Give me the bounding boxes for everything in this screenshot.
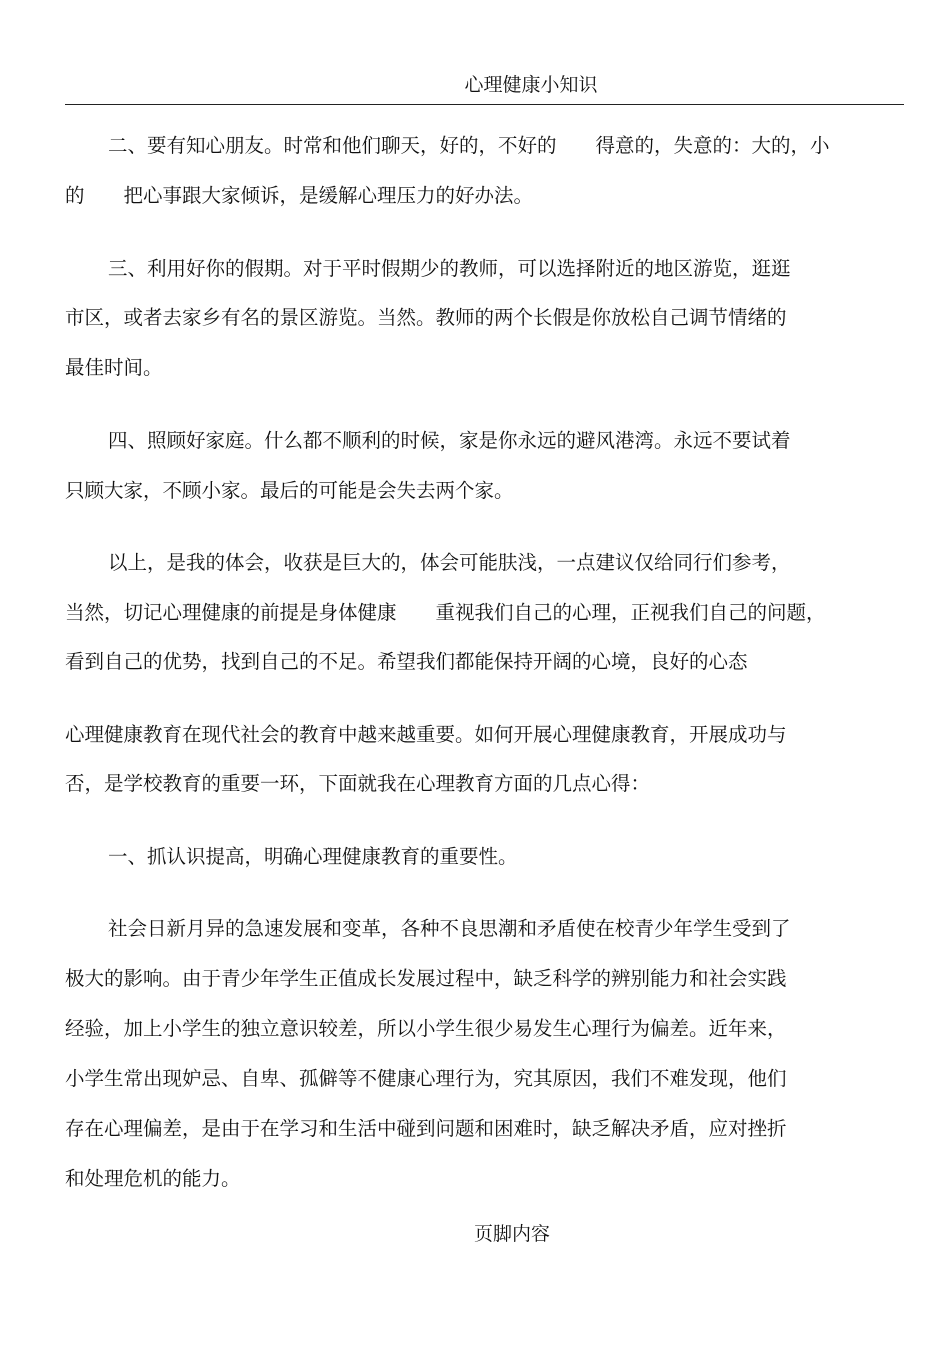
paragraph-7-line-2: 极大的影响。由于青少年学生正值成长发展过程中，缺乏科学的辨别能力和社会实践	[65, 967, 787, 990]
paragraph-5-line-2: 当然，切记心理健康的前提是身体健康 重视我们自己的心理，正视我们自己的问题，	[65, 601, 826, 624]
paragraph-7-line-3: 经验，加上小学生的独立意识较差，所以小学生很少易发生心理行为偏差。近年来，	[65, 1017, 787, 1040]
paragraph-4-line-1: 四、照顾好家庭。什么都不顺利的时候，家是你永远的避风港湾。永远不要试着	[108, 429, 791, 452]
page-footer: 页脚内容	[473, 1223, 550, 1245]
paragraph-4-line-2: 只顾大家，不顾小家。最后的可能是会失去两个家。	[65, 479, 514, 502]
header-divider	[65, 104, 904, 105]
paragraph-3-line-2: 市区，或者去家乡有名的景区游览。当然。教师的两个长假是你放松自己调节情绪的	[65, 306, 787, 329]
paragraph-5-line-1: 以上，是我的体会，收获是巨大的，体会可能肤浅，一点建议仅给同行们参考，	[108, 551, 791, 574]
paragraph-6-line-1: 心理健康教育在现代社会的教育中越来越重要。如何开展心理健康教育，开展成功与	[65, 723, 787, 746]
paragraph-5-line-3: 看到自己的优势，找到自己的不足。希望我们都能保持开阔的心境，良好的心态	[65, 650, 748, 673]
paragraph-3-line-1: 三、利用好你的假期。对于平时假期少的教师，可以选择附近的地区游览，逛逛	[108, 257, 791, 280]
paragraph-7-line-5: 存在心理偏差，是由于在学习和生活中碰到问题和困难时，缺乏解决矛盾，应对挫折	[65, 1117, 787, 1140]
paragraph-3-line-3: 最佳时间。	[65, 356, 163, 379]
paragraph-2-line-2: 的 把心事跟大家倾诉，是缓解心理压力的好办法。	[65, 184, 534, 207]
page-header-title: 心理健康小知识	[464, 74, 598, 96]
section-1-heading: 一、抓认识提高，明确心理健康教育的重要性。	[108, 845, 518, 868]
paragraph-2-line-1: 二、要有知心朋友。时常和他们聊天，好的，不好的 得意的，失意的：大的，小	[108, 134, 830, 157]
paragraph-7-line-6: 和处理危机的能力。	[65, 1167, 241, 1190]
paragraph-7-line-4: 小学生常出现妒忌、自卑、孤僻等不健康心理行为，究其原因，我们不难发现，他们	[65, 1067, 787, 1090]
paragraph-6-line-2: 否，是学校教育的重要一环，下面就我在心理教育方面的几点心得：	[65, 772, 651, 795]
paragraph-7-line-1: 社会日新月异的急速发展和变革，各种不良思潮和矛盾使在校青少年学生受到了	[108, 917, 791, 940]
